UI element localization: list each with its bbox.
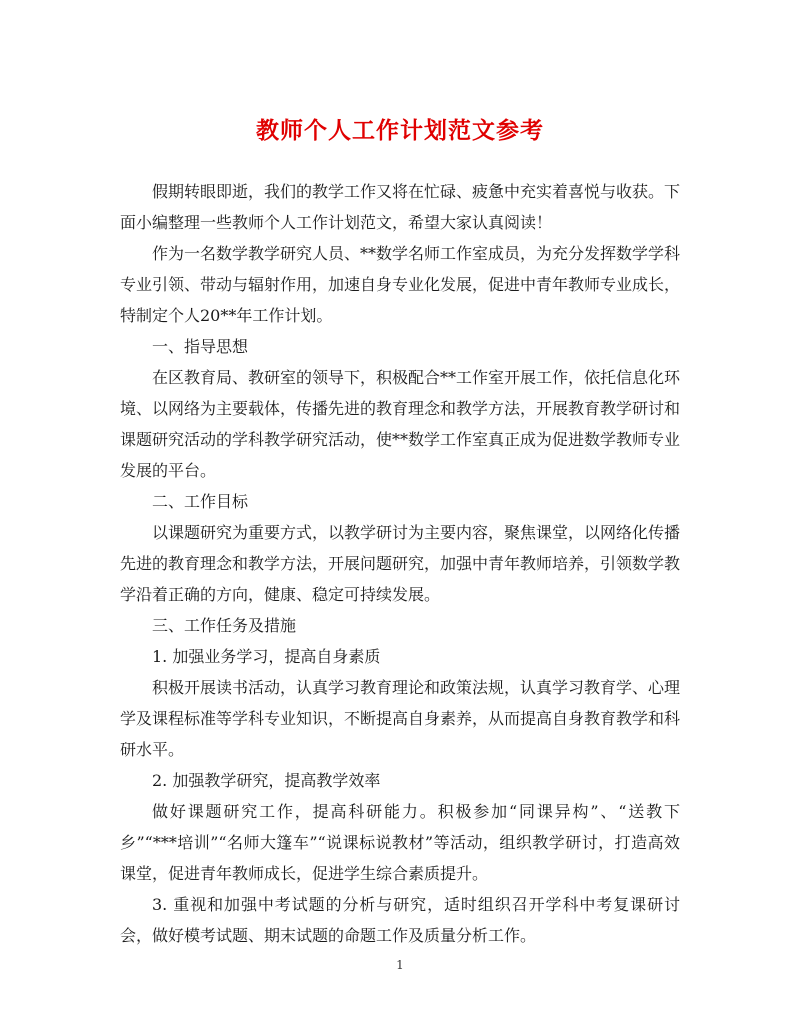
purpose-paragraph: 作为一名数学教学研究人员、**数学名师工作室成员，为充分发挥数学学科专业引领、带动与辐射作用，加速自身专业化发展，促进中青年教师专业成长，特制定个人20**年工作计划。 xyxy=(120,244,681,325)
document-body xyxy=(120,176,680,951)
subheading-teaching-research: 2. 加强教学研究，提高教学效率 xyxy=(152,771,381,790)
page-number: 1 xyxy=(396,958,404,972)
guiding-ideology-paragraph: 在区教育局、教研室的领导下，积极配合**工作室开展工作，依托信息化环境、以网络为主要载体，传播先进的教育理念和教学方法，开展教育教学研讨和课题研究活动的学科教学研究活动，使**数学工作室真正成为促进数学教师专业发展的平台。 xyxy=(120,368,681,480)
business-study-paragraph: 积极开展读书活动，认真学习教育理论和政策法规，认真学习教育学、心理学及课程标准等学科专业知识，不断提高自身素养，从而提高自身教育教学和科研水平。 xyxy=(120,678,681,759)
section-heading-guiding-ideology: 一、指导思想 xyxy=(152,337,249,356)
subheading-business-study: 1. 加强业务学习，提高自身素质 xyxy=(152,647,381,666)
section-heading-work-goals: 二、工作目标 xyxy=(152,492,249,511)
exam-analysis-paragraph: 3. 重视和加强中考试题的分析与研究，适时组织召开学科中考复课研讨会，做好模考试题、期末试题的命题工作及质量分析工作。 xyxy=(120,895,680,945)
teaching-research-paragraph: 做好课题研究工作，提高科研能力。积极参加“同课异构”、“送教下乡”“***培训”“名师大篷车”“说课标说教材”等活动，组织教学研讨，打造高效课堂，促进青年教师成长，促进学生综合素质提升。 xyxy=(120,802,680,883)
section-heading-tasks-measures: 三、工作任务及措施 xyxy=(152,616,297,635)
document-title: 教师个人工作计划范文参考 xyxy=(256,117,544,144)
intro-paragraph: 假期转眼即逝，我们的教学工作又将在忙碌、疲惫中充实着喜悦与收获。下面小编整理一些教师个人工作计划范文，希望大家认真阅读！ xyxy=(120,182,681,232)
work-goals-paragraph: 以课题研究为重要方式，以教学研讨为主要内容，聚焦课堂，以网络化传播先进的教育理念和教学方法，开展问题研究，加强中青年教师培养，引领数学教学沿着正确的方向，健康、稳定可持续发展。 xyxy=(120,523,681,604)
